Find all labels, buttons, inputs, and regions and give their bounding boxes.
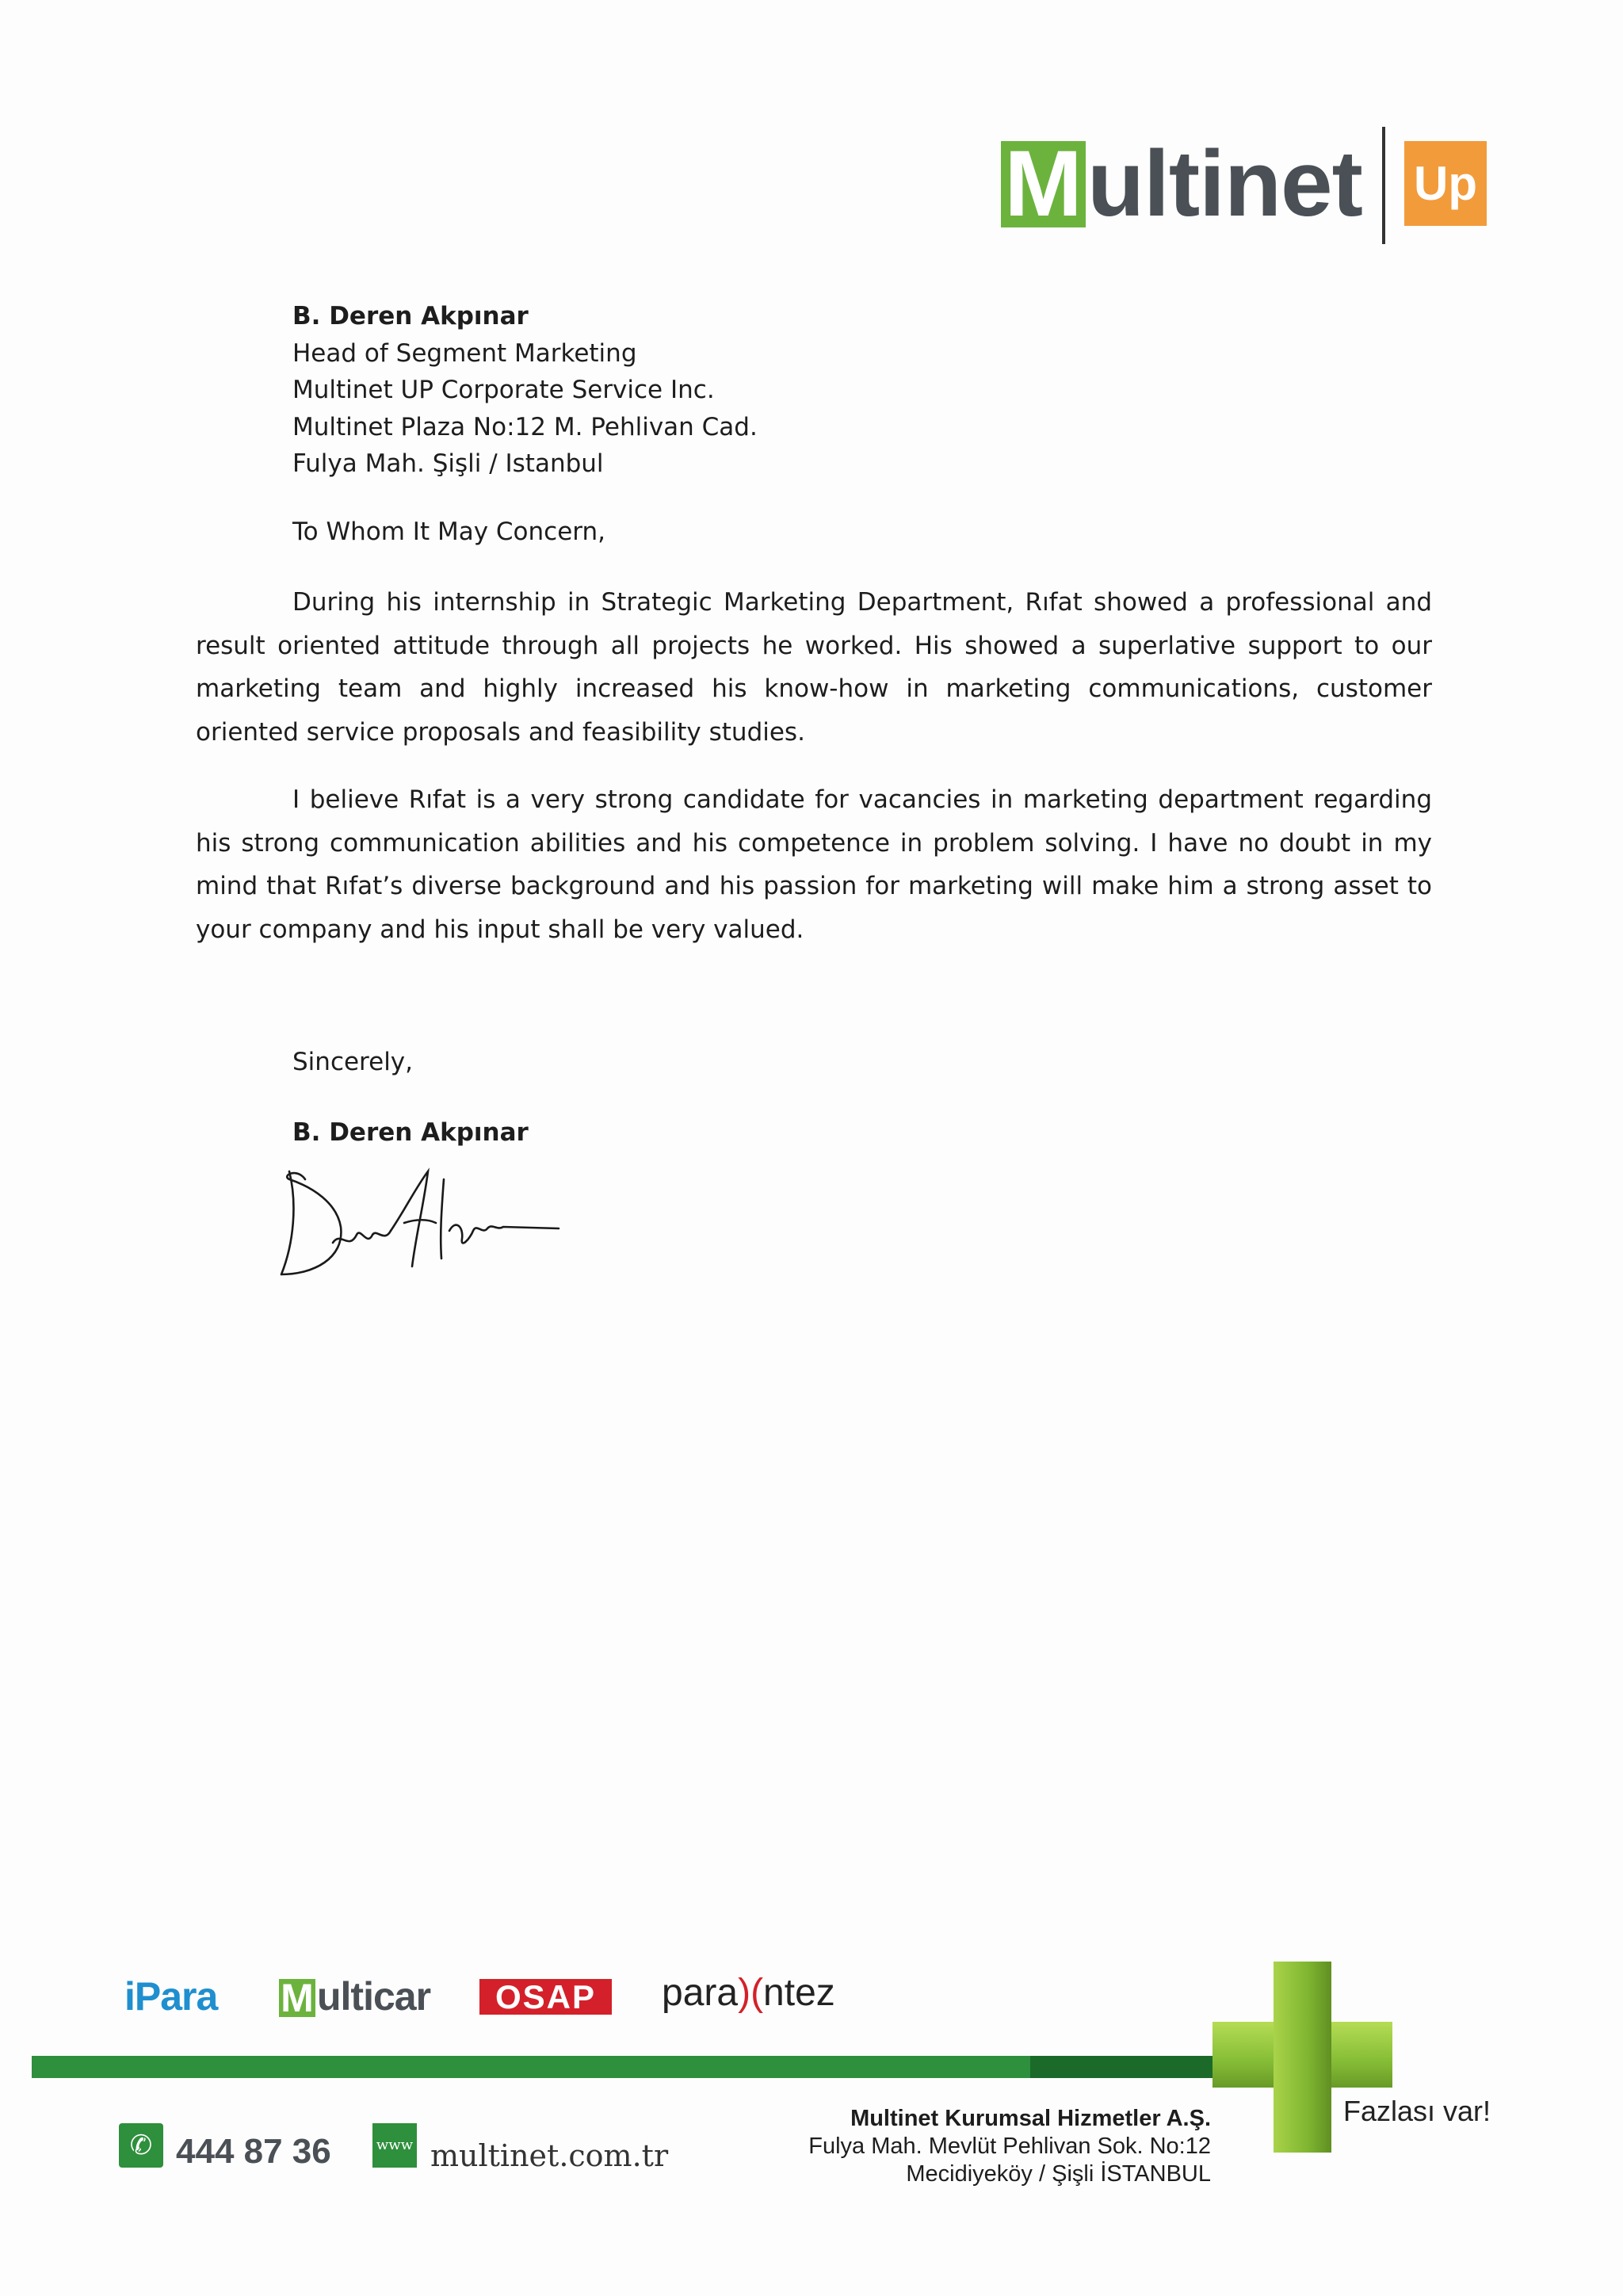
parantez-logo-part1: para [662, 1972, 739, 2014]
sender-address [292, 298, 758, 483]
parantez-logo [662, 1971, 835, 2015]
logo-divider [1382, 127, 1385, 244]
company-address [777, 2105, 1211, 2188]
company-address-line2: Mecidiyeköy / Şişli İSTANBUL [906, 2161, 1211, 2187]
parantez-logo-paren: )( [738, 1972, 764, 2014]
signatory-name: B. Deren Akpınar [292, 1118, 529, 1147]
ipara-logo: iPara [124, 1974, 218, 2019]
website-link[interactable]: multinet.com.tr [430, 2138, 669, 2173]
slogan: Fazlası var! [1343, 2095, 1491, 2127]
sender-address-line2: Fulya Mah. Şişli / Istanbul [292, 449, 604, 478]
sender-address-line1: Multinet Plaza No:12 M. Pehlivan Cad. [292, 412, 758, 441]
multicar-logo-m: M [279, 1979, 315, 2017]
letter-paragraph-1: During his internship in Strategic Marketing Department, Rıfat showed a professional and result oriented attitude through all projects he worked. His showed a superlative support to our marketing team and highly increased his know-how in marketing communications, customer oriented service proposals and feasibility studies. [196, 588, 1432, 747]
handwritten-signature [265, 1156, 582, 1290]
multinet-logo-text: ultinet [1087, 132, 1362, 236]
plus-icon-vertical [1274, 1962, 1331, 2153]
sender-title: Head of Segment Marketing [292, 338, 637, 368]
sender-company: Multinet UP Corporate Service Inc. [292, 376, 715, 404]
footer-green-bar-shade [1030, 2056, 1224, 2078]
greeting: To Whom It May Concern, [292, 518, 605, 546]
phone-number[interactable]: 444 87 36 [176, 2132, 331, 2171]
closing: Sincerely, [292, 1048, 414, 1076]
parantez-logo-part2: ntez [763, 1972, 835, 2014]
sender-name: B. Deren Akpınar [292, 302, 529, 330]
up-logo-badge: Up [1404, 141, 1487, 226]
multinet-logo-m: M [1001, 141, 1086, 227]
www-icon: www [372, 2123, 417, 2168]
phone-icon: ✆ [119, 2123, 163, 2168]
company-address-line1: Fulya Mah. Mevlüt Pehlivan Sok. No:12 [808, 2134, 1211, 2159]
company-name: Multinet Kurumsal Hizmetler A.Ş. [850, 2106, 1211, 2131]
letter-paragraph-2: I believe Rıfat is a very strong candidate for vacancies in marketing department regarding his strong communication abilities and his competence in problem solving. I have no doubt in my mind that Rıfat’s diverse background and his passion for marketing will make him a strong asset to your company and his input shall be very valued. [196, 785, 1432, 944]
multicar-logo-text: ulticar [317, 1974, 431, 2019]
osap-logo: OSAP [479, 1979, 612, 2015]
